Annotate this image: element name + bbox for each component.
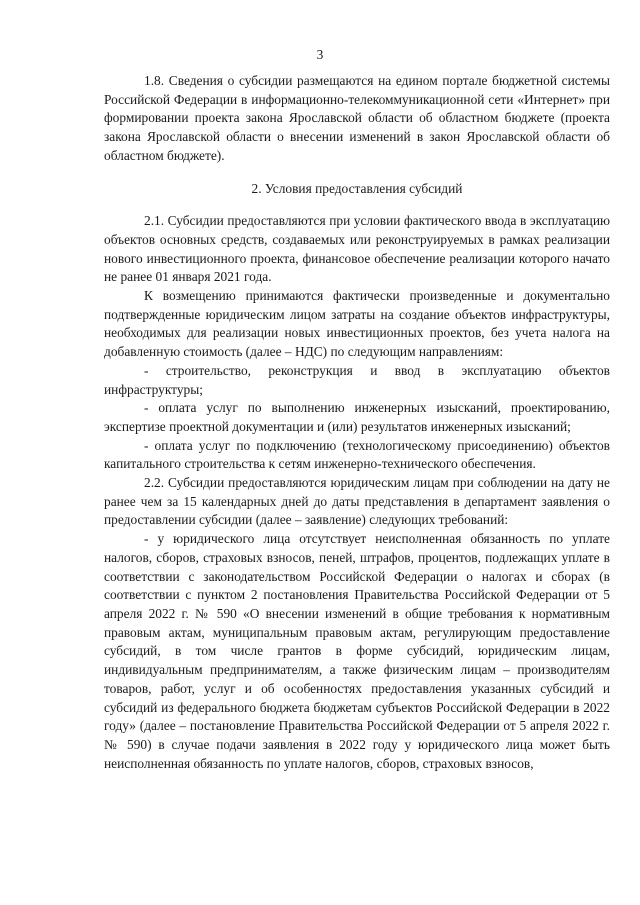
requirement-no-tax-debt: - у юридического лица отсутствует неисполненная обязанность по уплате налогов, сборов, страховых взносов, пеней, штрафов, процентов, подлежащих уплате в соответствии с законодательством Российской Федерации о налогах и сборах (в соответствии с пунктом 2 постановления Правительства Российской Федерации от 5 апреля 2022 г. № 590 «О внесении изменений в общие требования к нормативным правовым актам, муниципальным правовым актам, регулирующим предоставление субсидий, в том числе грантов в форме субсидий, юридическим лицам, индивидуальным предпринимателям, а также физическим лицам – производителям товаров, работ, услуг и об особенностях предоставления указанных субсидий и субсидий из федерального бюджета бюджетам субъектов Российской Федерации в 2022 году» (далее – постановление Правительства Российской Федерации от 5 апреля 2022 г. № 590) в случае подачи заявления в 2022 году у юридического лица может быть неисполненная обязанность по уплате налогов, сборов, страховых взносов,	[104, 531, 610, 771]
list-item-connection: - оплата услуг по подключению (технологическому присоединению) объектов капитального строительства к сетям инженерно-технического обеспечения.	[104, 437, 610, 472]
list-item-construction: - строительство, реконструкция и ввод в эксплуатацию объектов инфраструктуры;	[104, 362, 610, 397]
page-number: 3	[316, 47, 324, 62]
section-2-title: 2. Условия предоставления субсидий	[251, 180, 463, 196]
paragraph-1-8: 1.8. Сведения о субсидии размещаются на едином портале бюджетной системы Российской Федерации в информационно-телекоммуникационной сети «Интернет» при формировании проекта закона Ярославской области об областном бюджете (проекта закона Ярославской области о внесении изменений в закон Ярославской области об областном бюджете).	[104, 73, 610, 163]
list-item-engineering: - оплата услуг по выполнению инженерных изысканий, проектированию, экспертизе проектной документации и (или) результатов инженерных изысканий;	[104, 400, 610, 434]
paragraph-2-1-costs: К возмещению принимаются фактически произведенные и документально подтвержденные юридическим лицом затраты на создание объектов инфраструктуры, необходимых для реализации новых инвестиционных проектов, без учета налога на добавленную стоимость (далее – НДС) по следующим направлениям:	[104, 288, 610, 360]
paragraph-2-1: 2.1. Субсидии предоставляются при условии фактического ввода в эксплуатацию объектов основных средств, создаваемых или реконструируемых в рамках реализации нового инвестиционного проекта, финансовое обеспечение реализации которого начато не ранее 01 января 2021 года.	[104, 213, 610, 285]
paragraph-2-2: 2.2. Субсидии предоставляются юридическим лицам при соблюдении на дату не ранее чем за 15 календарных дней до даты представления в департамент заявления о предоставлении субсидии (далее – заявление) следующих требований:	[104, 475, 610, 528]
